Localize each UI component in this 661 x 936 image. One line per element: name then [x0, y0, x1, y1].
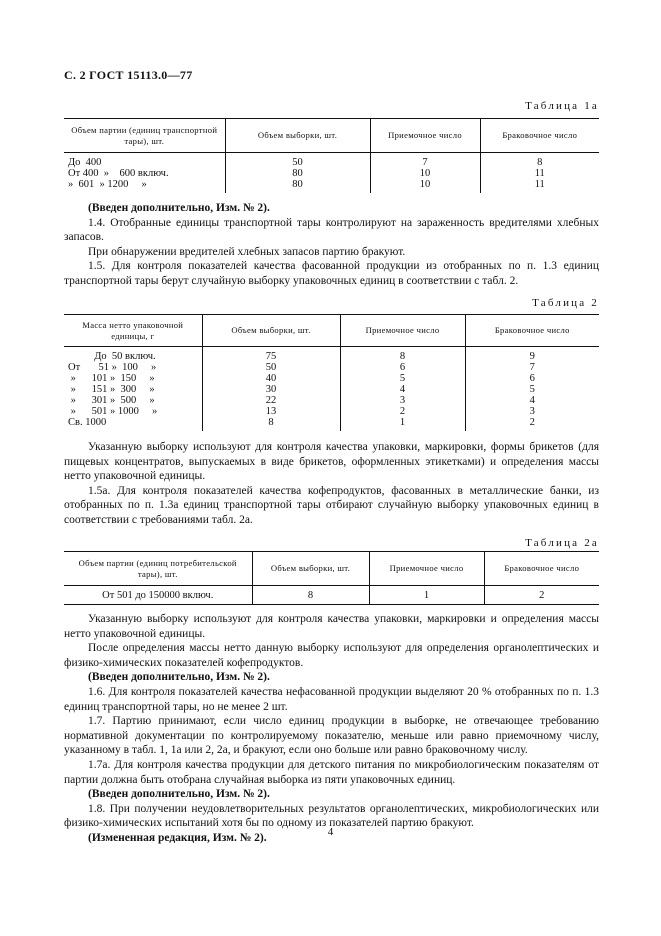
- table-1a: [64, 118, 599, 193]
- table-cell: 8: [268, 417, 274, 428]
- table-cell: 10: [419, 179, 431, 190]
- table-cell: » 101 » 150 »: [68, 373, 155, 384]
- text-block-3: [64, 612, 599, 846]
- table-column-cells: [64, 586, 252, 605]
- table-cell: 8: [399, 351, 406, 362]
- text-block-2: [64, 440, 599, 528]
- table-column-cells: [370, 153, 480, 194]
- amendment-note: (Введен дополнительно, Изм. № 2).: [88, 788, 270, 801]
- table-cell: 50: [265, 362, 277, 373]
- table-cell: 11: [534, 168, 545, 179]
- table-cell: 5: [529, 384, 535, 395]
- table-2-body: [64, 347, 599, 432]
- table-cell: 2: [529, 417, 535, 428]
- table-cell: 8: [307, 590, 314, 601]
- table-2a-header: Объем партии (единиц потребительской тары), шт.: [64, 552, 252, 586]
- table-rows: [64, 586, 599, 605]
- table-cell: От 51 » 100 »: [68, 362, 157, 373]
- table-cell: До 400: [68, 157, 102, 168]
- table-cell: 11: [534, 179, 545, 190]
- table-2a-body: [64, 586, 599, 605]
- table-column-cells: [480, 153, 599, 194]
- table-rows: [64, 347, 599, 432]
- table-cell: 75: [265, 351, 277, 362]
- table-column-cells: [369, 586, 484, 605]
- table-1a-caption: Таблица 1а: [525, 100, 599, 112]
- paragraph: Указанную выборку используют для контроля качества упаковки, маркировки, формы брикетов (для пищевых концентратов, выпускаемых в виде брикетов, оформленных этикетками) и определения массы нетто упаковочной единицы.: [64, 441, 599, 483]
- paragraph: 1.8. При получении неудовлетворительных результатов органолептических, микробиологических или физико-химических испытаний хотя бы по одному из показателей партию бракуют.: [64, 802, 599, 830]
- table-1a-header: Приемочное число: [370, 119, 480, 153]
- table-cell: 30: [265, 384, 277, 395]
- paragraph: 1.7. Партию принимают, если число единиц продукции в выборке, не отвечающее требованию нормативной документации по контролируемому показателю, меньше или равно приемочному числу, указанному в табл. 1, 1а или 2, 2а, и бракуют, если оно больше или равно браковочному числу.: [64, 715, 599, 757]
- table-cell: 50: [292, 157, 303, 168]
- paragraph: 1.5а. Для контроля показателей качества кофепродуктов, фасованных в металлические банки, из отобранных по п. 1.3а единиц транспортной тары отбирают случайную выборку упаковочных единиц в соответствии с требованиями табл. 2а.: [64, 484, 599, 526]
- table-cell: От 501 до 150000 включ.: [102, 590, 214, 601]
- table-cell: » 601 » 1200 »: [68, 179, 147, 190]
- table-cell: 13: [265, 406, 277, 417]
- table-cell: » 501 » 1000 »: [68, 406, 158, 417]
- paragraph: При обнаружении вредителей хлебных запасов партию бракуют.: [88, 245, 406, 258]
- table-2a: [64, 551, 599, 605]
- table-cell: 6: [529, 373, 535, 384]
- table-1a-body: [64, 153, 599, 194]
- table-cell: 22: [265, 395, 277, 406]
- table-2-header: Браковочное число: [465, 315, 599, 347]
- table-1a-header: Браковочное число: [480, 119, 599, 153]
- table-cell: Св. 1000: [68, 417, 107, 428]
- paragraph: 1.4. Отобранные единицы транспортной тары контролируют на зараженность вредителями хлебных запасов.: [64, 216, 599, 244]
- table-column-cells: [64, 153, 225, 194]
- table-column-cells: [202, 347, 340, 432]
- amendment-note: (Введен дополнительно, Изм. № 2).: [88, 671, 270, 684]
- table-cell: 4: [529, 395, 535, 406]
- table-column-cells: [465, 347, 599, 432]
- page-header: С. 2 ГОСТ 15113.0—77: [64, 68, 193, 82]
- paragraph: 1.5. Для контроля показателей качества фасованной продукции из отобранных по п. 1.3 единиц транспортной тары берут случайную выборку упаковочных единиц в соответствии с табл. 2.: [64, 260, 599, 287]
- table-cell: 9: [529, 351, 535, 362]
- table-cell: От 400 » 600 включ.: [68, 168, 169, 179]
- table-2a-header: Объем выборки, шт.: [252, 552, 369, 586]
- table-cell: 4: [399, 384, 406, 395]
- table-cell: 2: [539, 590, 545, 601]
- table-cell: 10: [419, 168, 431, 179]
- page-number: 4: [327, 826, 334, 838]
- table-2a-caption: Таблица 2а: [525, 537, 599, 549]
- paragraph: 1.6. Для контроля показателей качества нефасованной продукции выделяют 20 % отобранных по п. 1.3 единиц транспортной тары, но не менее 2 шт.: [64, 685, 599, 713]
- table-cell: До 50 включ.: [68, 351, 156, 362]
- table-2-header: Объем выборки, шт.: [202, 315, 340, 347]
- table-cell: 5: [399, 373, 406, 384]
- amendment-note: (Введен дополнительно, Изм. № 2).: [88, 202, 270, 214]
- table-2a-header: Приемочное число: [369, 552, 484, 586]
- table-cell: 1: [399, 417, 406, 428]
- table-2-header: Масса нетто упаковочной единицы, г: [64, 315, 202, 347]
- table-2-header: Приемочное число: [340, 315, 465, 347]
- table-cell: 7: [529, 362, 535, 373]
- table-column-cells: [340, 347, 465, 432]
- table-rows: [64, 153, 599, 194]
- table-column-cells: [225, 153, 370, 194]
- amendment-note: (Измененная редакция, Изм. № 2).: [88, 831, 267, 844]
- table-cell: 3: [399, 395, 406, 406]
- table-1a-header: Объем партии (единиц транспортной тары), шт.: [64, 119, 225, 153]
- table-cell: 1: [423, 590, 430, 601]
- paragraph: Указанную выборку используют для контроля качества упаковки, маркировки и определения массы нетто упаковочной единицы.: [64, 613, 599, 640]
- table-2-caption: Таблица 2: [532, 297, 599, 309]
- table-cell: » 151 » 300 »: [68, 384, 155, 395]
- paragraph: После определения массы нетто данную выборку используют для определения органолептических и физико-химических показателей кофепродуктов.: [64, 642, 599, 669]
- table-cell: » 301 » 500 »: [68, 395, 155, 406]
- paragraph: 1.7а. Для контроля качества продукции для детского питания по микробиологическим показателям от партии должна быть отобрана случайная выборка из пяти упаковочных единиц.: [64, 758, 599, 786]
- table-cell: 3: [529, 406, 535, 417]
- table-2a-header: Браковочное число: [484, 552, 599, 586]
- table-cell: 80: [292, 179, 303, 190]
- table-column-cells: [64, 347, 202, 432]
- table-column-cells: [484, 586, 599, 605]
- table-cell: 7: [422, 157, 428, 168]
- table-column-cells: [252, 586, 369, 605]
- text-block-1: [64, 201, 599, 289]
- table-cell: 2: [399, 406, 406, 417]
- table-cell: 6: [399, 362, 406, 373]
- table-1a-header: Объем выборки, шт.: [225, 119, 370, 153]
- table-cell: 80: [292, 168, 303, 179]
- table-cell: 40: [265, 373, 277, 384]
- table-2: [64, 314, 599, 431]
- table-cell: 8: [537, 157, 543, 168]
